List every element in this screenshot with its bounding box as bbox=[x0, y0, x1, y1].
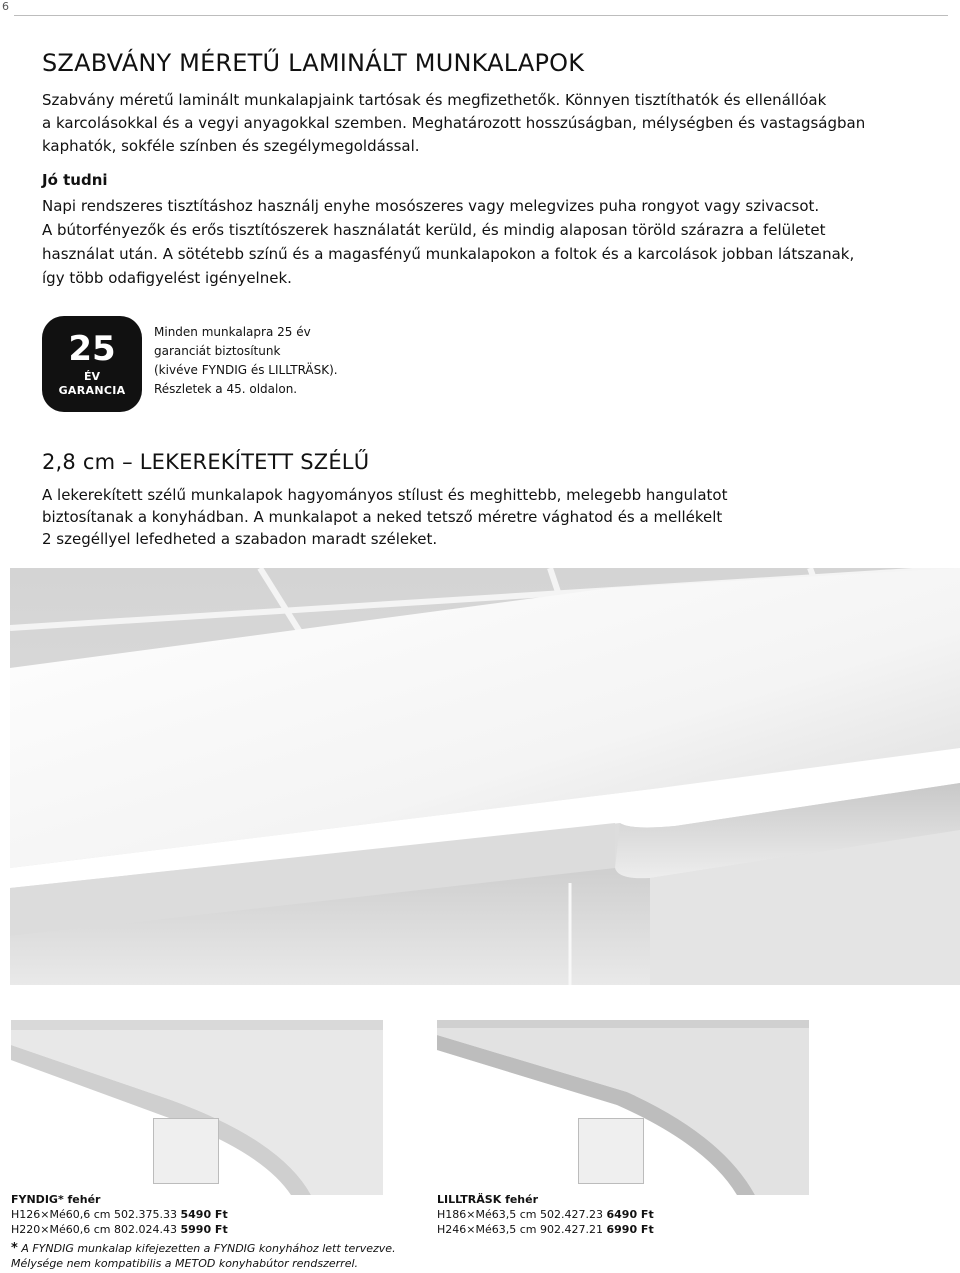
section-title: SZABVÁNY MÉRETŰ LAMINÁLT MUNKALAPOK bbox=[42, 49, 585, 77]
product-name: FYNDIG* fehér bbox=[11, 1193, 101, 1206]
subsection-title: 2,8 cm – LEKEREKÍTETT SZÉLŰ bbox=[42, 450, 370, 474]
desc-line: A lekerekített szélű munkalapok hagyományos stílust és meghittebb, melegebb hangulatot bbox=[42, 486, 728, 504]
product-name: LILLTRÄSK fehér bbox=[437, 1193, 539, 1206]
tip-paragraph bbox=[42, 194, 922, 290]
countertop-hero-photo bbox=[10, 568, 960, 985]
warranty-line: (kivéve FYNDIG és LILLTRÄSK). bbox=[154, 363, 338, 377]
variant-spec: H186×Mé63,5 cm 502.427.23 bbox=[437, 1208, 603, 1221]
warranty-years: 25 bbox=[68, 329, 116, 369]
product-variant bbox=[11, 1222, 228, 1237]
page-number: 6 bbox=[2, 0, 9, 13]
warranty-line: Részletek a 45. oldalon. bbox=[154, 382, 298, 396]
intro-line: a karcolásokkal és a vegyi anyagokkal szemben. Meghatározott hosszúságban, mélységben és vastagságban bbox=[42, 114, 866, 132]
tip-line: Napi rendszeres tisztításhoz használj enyhe mosószeres vagy melegvizes puha rongyot vagy szivacsot. bbox=[42, 197, 820, 215]
subsection-description bbox=[42, 484, 762, 550]
intro-paragraph bbox=[42, 89, 922, 158]
footnote-text: A FYNDIG munkalap kifejezetten a FYNDIG konyhához lett tervezve. bbox=[21, 1242, 396, 1255]
warranty-badge bbox=[42, 316, 142, 412]
variant-spec: H126×Mé60,6 cm 502.375.33 bbox=[11, 1208, 177, 1221]
variant-price: 5990 Ft bbox=[180, 1223, 228, 1236]
intro-line: Szabvány méretű laminált munkalapjaink tartósak és megfizethetők. Könnyen tisztíthatók és ellenállóak bbox=[42, 91, 827, 109]
warranty-text bbox=[154, 323, 374, 399]
tip-heading: Jó tudni bbox=[42, 171, 108, 189]
desc-line: biztosítanak a konyhádban. A munkalapot a neked tetsző méretre vághatod és a mellékelt bbox=[42, 508, 723, 526]
warranty-line: garanciát biztosítunk bbox=[154, 344, 281, 358]
footnote bbox=[11, 1241, 396, 1271]
variant-price: 6990 Ft bbox=[606, 1223, 654, 1236]
warranty-label: GARANCIA bbox=[58, 384, 126, 397]
tip-line: használat után. A sötétebb színű és a magasfényű munkalapokon a foltok és a karcolások jobban látszanak, bbox=[42, 245, 855, 263]
product-fyndig bbox=[11, 1192, 228, 1237]
fyndig-color-swatch bbox=[153, 1118, 219, 1184]
variant-spec: H246×Mé63,5 cm 902.427.21 bbox=[437, 1223, 603, 1236]
variant-price: 5490 Ft bbox=[180, 1208, 228, 1221]
lilltrask-color-swatch bbox=[578, 1118, 644, 1184]
footnote-line bbox=[11, 1241, 396, 1256]
tip-line: így több odafigyelést igényelnek. bbox=[42, 269, 292, 287]
warranty-unit: ÉV bbox=[83, 370, 101, 383]
top-divider bbox=[14, 15, 948, 16]
variant-spec: H220×Mé60,6 cm 802.024.43 bbox=[11, 1223, 177, 1236]
footnote-line: Mélysége nem kompatibilis a METOD konyhabútor rendszerrel. bbox=[11, 1257, 359, 1270]
variant-price: 6490 Ft bbox=[606, 1208, 654, 1221]
product-variant bbox=[437, 1222, 654, 1237]
desc-line: 2 szegéllyel lefedheted a szabadon maradt széleket. bbox=[42, 530, 438, 548]
product-variant bbox=[437, 1207, 654, 1222]
intro-line: kaphatók, sokféle színben és szegélymegoldással. bbox=[42, 137, 420, 155]
product-lilltrask bbox=[437, 1192, 654, 1237]
product-variant bbox=[11, 1207, 228, 1222]
tip-line: A bútorfényezők és erős tisztítószerek használatát kerüld, és mindig alaposan töröld szárazra a felületet bbox=[42, 221, 826, 239]
footnote-marker: * bbox=[11, 1241, 18, 1256]
warranty-line: Minden munkalapra 25 év bbox=[154, 325, 311, 339]
